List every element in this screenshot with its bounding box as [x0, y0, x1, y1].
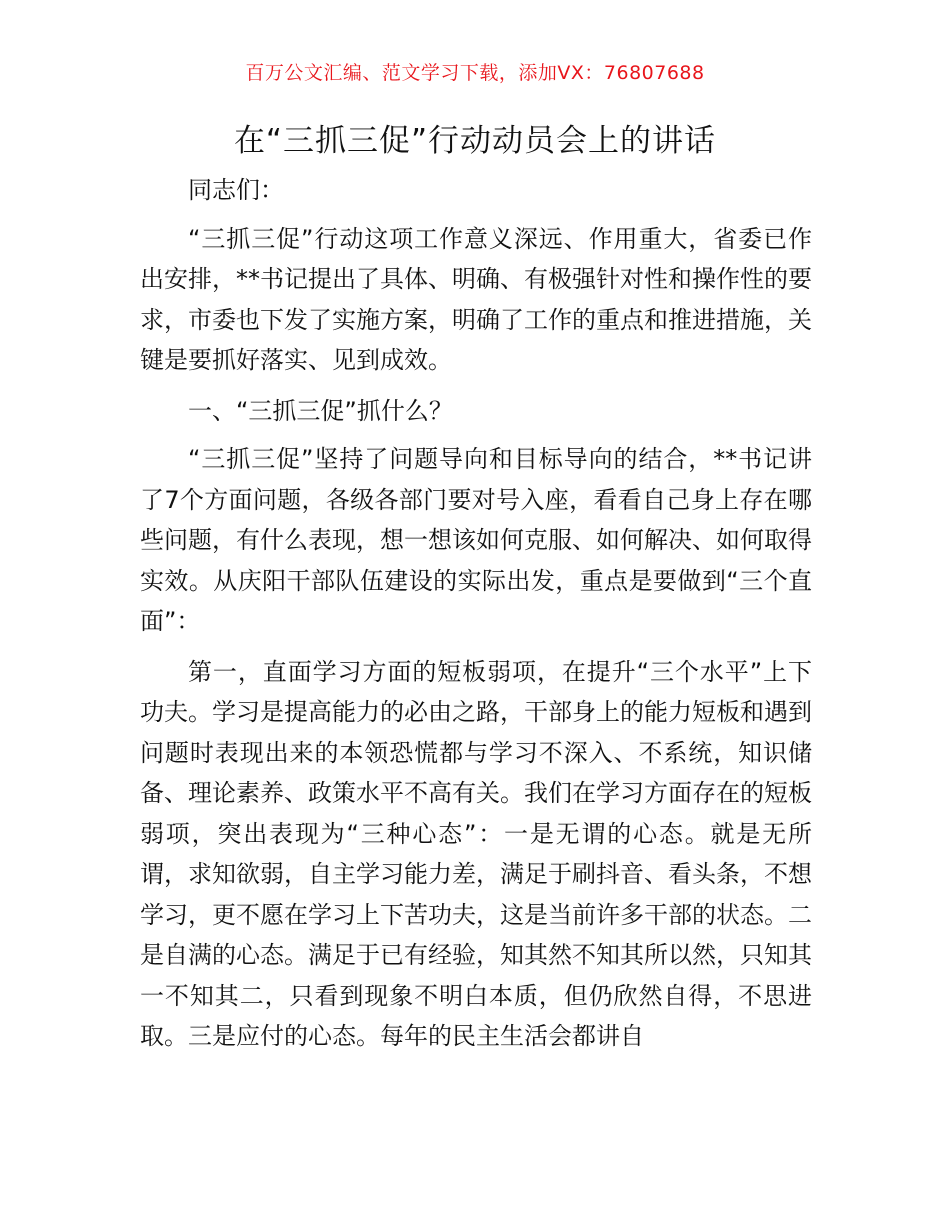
document-body — [140, 170, 812, 1067]
header-banner: 百万公文汇编、范文学习下载，添加VX：76807688 — [245, 62, 705, 84]
section-heading: 一、“三抓三促”抓什么？ — [188, 396, 453, 425]
document-title: 在“三抓三促”行动动员会上的讲话 — [233, 123, 717, 159]
body-paragraph: “三抓三促”坚持了问题导向和目标导向的结合，**书记讲了7个方面问题，各级各部门要对号入座，看看自己身上存在哪些问题，有什么表现，想一想该如何克服、如何解决、如何取得实效。从庆阳干部队伍建设的实际出发，重点是要做到“三个直面”： — [140, 445, 812, 635]
body-paragraph: 第一，直面学习方面的短板弱项，在提升“三个水平”上下功夫。学习是提高能力的必由之路，干部身上的能力短板和遇到问题时表现出来的本领恐慌都与学习不深入、不系统，知识储备、理论素养、政策水平不高有关。我们在学习方面存在的短板弱项，突出表现为“三种心态”：一是无谓的心态。就是无所谓，求知欲弱，自主学习能力差，满足于刷抖音、看头条，不想学习，更不愿在学习上下苦功夫，这是当前许多干部的状态。二是自满的心态。满足于已有经验，知其然不知其所以然，只知其一不知其二，只看到现象不明白本质，但仍欣然自得，不思进取。三是应付的心态。每年的民主生活会都讲自 — [140, 657, 812, 1050]
salutation-paragraph: 同志们： — [188, 176, 284, 204]
intro-paragraph: “三抓三促”行动这项工作意义深远、作用重大，省委已作出安排，**书记提出了具体、明确、有极强针对性和操作性的要求，市委也下发了实施方案，明确了工作的重点和推进措施，关键是要抓好落实、见到成效。 — [140, 224, 812, 374]
